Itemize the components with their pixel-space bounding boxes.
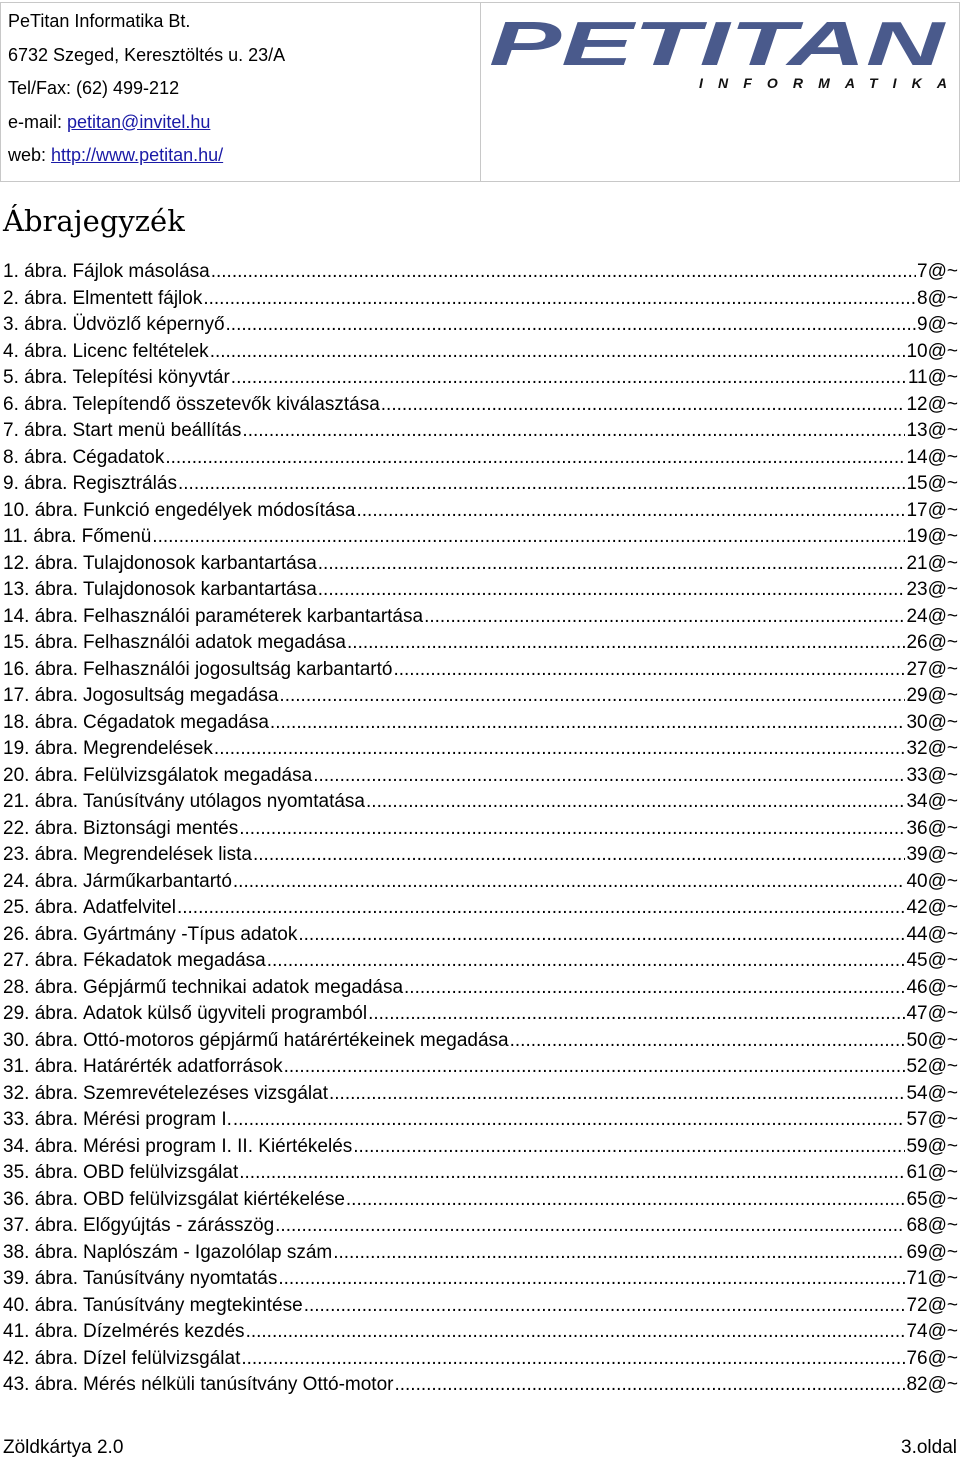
toc-entry[interactable] [3,1083,958,1110]
toc-entry-label: 35. ábra. [3,1162,78,1183]
toc-entry-label: 41. ábra. [3,1321,78,1342]
toc-entry-page: 21@~ [906,552,958,574]
toc-entry-page: 76@~ [906,1347,958,1369]
toc-entry-page: 10@~ [906,340,958,362]
toc-entry-page: 12@~ [906,393,958,415]
dot-leader [239,818,905,840]
toc-entry-title: Tulajdonosok karbantartása [83,552,317,574]
toc-entry-label: 37. ábra. [3,1215,78,1236]
toc-entry-page: 71@~ [906,1268,958,1289]
toc-entry-label: 10. ábra. [3,499,78,521]
dot-leader [267,950,906,972]
toc-entry-title: Cégadatok [72,446,165,468]
toc-entry[interactable] [3,712,958,739]
footer-product: Zöldkártya 2.0 [3,1437,124,1458]
company-name: PeTitan Informatika Bt. [8,11,191,31]
toc-entry-label: 32. ábra. [3,1082,78,1104]
toc-entry[interactable] [3,394,958,421]
toc-entry[interactable] [3,526,958,553]
toc-entry[interactable] [3,1189,958,1216]
dot-leader [241,1348,905,1370]
toc-entry-page: 42@~ [906,897,958,918]
dot-leader [353,1136,905,1158]
contact-block [1,3,481,181]
toc-entry-label: 18. ábra. [3,711,78,733]
toc-entry-title: Jogosultság megadása [83,685,279,706]
toc-entry-title: Felhasználói adatok megadása [83,632,347,653]
dot-leader [284,1056,906,1078]
dot-leader [239,1162,905,1184]
toc-entry-title: Gyártmány -Típus adatok [83,923,298,945]
toc-entry-page: 33@~ [906,764,958,786]
toc-entry-title: Járműkarbantartó [83,870,232,892]
toc-entry-page: 72@~ [906,1294,958,1316]
dot-leader [368,1003,905,1025]
dot-leader [347,632,905,654]
dot-leader [214,738,906,760]
toc-entry-page: 29@~ [906,685,958,706]
company-web-line [8,139,480,173]
toc-entry[interactable] [3,897,958,924]
company-email-line [8,106,480,140]
toc-entry-title: Regisztrálás [72,473,177,494]
dot-leader [313,765,905,787]
toc-entry-title: Felhasználói paraméterek karbantartása [83,605,424,627]
dot-leader [366,791,905,813]
toc-entry-title: Előgyújtás - zárásszög [83,1215,275,1236]
dot-leader [226,314,917,336]
company-phone: Tel/Fax: (62) 499-212 [8,78,180,98]
toc-entry-label: 26. ábra. [3,923,78,945]
toc-entry-page: 52@~ [906,1056,958,1077]
toc-entry-page: 69@~ [906,1241,958,1263]
toc-entry-page: 44@~ [906,923,958,945]
toc-entry-page: 14@~ [906,446,958,468]
toc-entry-title: Ottó-motoros gépjármű határértékeinek megadása [83,1029,509,1051]
toc-entry-label: 21. ábra. [3,791,78,812]
toc-entry-page: 47@~ [906,1003,958,1024]
toc-entry-title: Telepítési könyvtár [72,367,230,388]
toc-entry-label: 12. ábra. [3,552,78,574]
email-prefix: e-mail: [8,111,68,132]
toc-entry-label: 36. ábra. [3,1188,78,1210]
toc-entry-label: 17. ábra. [3,685,78,706]
toc-entry-label: 7. ábra. [3,420,68,441]
toc-entry-page: 39@~ [906,844,958,865]
toc-entry-label: 23. ábra. [3,844,78,865]
toc-entry[interactable] [3,924,958,951]
toc-entry-label: 39. ábra. [3,1268,78,1289]
toc-entry-page: 17@~ [906,499,958,521]
dot-leader [381,394,906,416]
toc-entry-title: Adatfelvitel [83,897,176,918]
letterhead [0,2,960,182]
toc-entry-label: 3. ábra. [3,314,68,335]
toc-entry-page: 32@~ [906,738,958,759]
toc-entry-title: Elmentett fájlok [72,287,203,309]
page-title: Ábrajegyzék [3,204,185,238]
toc-entry-label: 38. ábra. [3,1241,78,1263]
dot-leader [270,712,906,734]
dot-leader [242,420,905,442]
toc-entry-title: Biztonsági mentés [83,817,239,839]
toc-entry[interactable] [3,685,958,712]
toc-entry[interactable] [3,1374,958,1401]
dot-leader [346,1189,906,1211]
dot-leader [298,924,905,946]
toc-entry-label: 15. ábra. [3,632,78,653]
toc-entry[interactable] [3,500,958,527]
toc-entry-page: 26@~ [906,632,958,653]
dot-leader [278,1268,905,1290]
toc-entry[interactable] [3,367,958,394]
logo-cell [481,3,959,181]
toc-entry[interactable] [3,261,958,288]
toc-entry[interactable] [3,791,958,818]
toc-entry-label: 4. ábra. [3,340,68,362]
toc-entry-page: 82@~ [906,1374,958,1395]
toc-entry-page: 40@~ [906,870,958,892]
petitan-logo [489,13,949,93]
toc-entry[interactable] [3,1162,958,1189]
toc-entry-page: 46@~ [906,976,958,998]
toc-entry-title: Felhasználói jogosultság karbantartó [83,658,393,680]
toc-entry-title: OBD felülvizsgálat kiértékelése [83,1188,345,1210]
toc-entry-label: 11. ábra. [3,526,77,547]
toc-entry-title: OBD felülvizsgálat [83,1162,239,1183]
toc-entry[interactable] [3,1003,958,1030]
web-link[interactable]: http://www.petitan.hu/ [51,145,224,165]
toc-entry-title: Adatok külső ügyviteli programból [83,1003,368,1024]
toc-entry-label: 43. ábra. [3,1374,78,1395]
toc-entry-title: Tanúsítvány megtekintése [83,1294,303,1316]
toc-entry[interactable] [3,1136,958,1163]
toc-entry-label: 8. ábra. [3,446,68,468]
dot-leader [152,526,905,548]
toc-entry-page: 15@~ [906,473,958,494]
toc-entry-page: 54@~ [906,1082,958,1104]
toc-entry[interactable] [3,1056,958,1083]
toc-entry-page: 74@~ [906,1321,958,1342]
toc-entry-label: 20. ábra. [3,764,78,786]
toc-entry-label: 16. ábra. [3,658,78,680]
toc-entry-page: 11@~ [907,367,958,388]
toc-entry-label: 34. ábra. [3,1135,78,1157]
toc-entry[interactable] [3,606,958,633]
toc-entry-page: 36@~ [906,817,958,839]
toc-entry-title: Megrendelések lista [83,844,252,865]
toc-entry-title: Felülvizsgálatok megadása [83,764,313,786]
toc-entry-label: 33. ábra. [3,1109,78,1130]
toc-entry-title: Megrendelések [83,738,213,759]
dot-leader [275,1215,905,1237]
dot-leader [178,473,905,495]
toc-entry[interactable] [3,1268,958,1295]
toc-entry-title: Tulajdonosok karbantartása [83,579,317,600]
dot-leader [279,685,905,707]
dot-leader [233,871,906,893]
toc-entry-label: 30. ábra. [3,1029,78,1051]
toc-entry[interactable] [3,1030,958,1057]
toc-entry-label: 22. ábra. [3,817,78,839]
email-link[interactable]: petitan@invitel.hu [67,111,211,132]
dot-leader [394,1374,905,1396]
toc-entry-page: 8@~ [917,287,958,309]
toc-entry-page: 13@~ [906,420,958,441]
toc-entry-page: 57@~ [906,1109,958,1130]
toc-entry-page: 30@~ [906,711,958,733]
toc-entry[interactable] [3,420,958,447]
toc-entry-page: 50@~ [906,1029,958,1051]
toc-entry-title: Cégadatok megadása [83,711,269,733]
toc-entry-title: Funkció engedélyek módosítása [83,499,356,521]
dot-leader [357,500,906,522]
toc-entry-label: 6. ábra. [3,393,68,415]
toc-entry-title: Telepítendő összetevők kiválasztása [72,393,380,415]
toc-entry[interactable] [3,818,958,845]
toc-entry-page: 9@~ [917,314,958,335]
toc-entry-label: 1. ábra. [3,261,68,282]
toc-entry[interactable] [3,844,958,871]
dot-leader [231,367,907,389]
toc-entry-title: Tanúsítvány utólagos nyomtatása [83,791,366,812]
toc-entry[interactable] [3,579,958,606]
toc-entry-label: 31. ábra. [3,1056,78,1077]
dot-leader [318,579,906,601]
toc-entry-page: 68@~ [906,1215,958,1236]
toc-entry[interactable] [3,1321,958,1348]
dot-leader [203,288,916,310]
toc-entry[interactable] [3,1242,958,1269]
dot-leader [210,341,906,363]
toc-entry-title: Fájlok másolása [72,261,210,282]
dot-leader [318,553,906,575]
toc-entry-label: 13. ábra. [3,579,78,600]
toc-entry-title: Határérték adatforrások [83,1056,283,1077]
dot-leader [510,1030,906,1052]
toc-entry-title: Dízelmérés kezdés [83,1321,245,1342]
toc-entry-title: Fékadatok megadása [83,950,266,971]
toc-entry[interactable] [3,288,958,315]
toc-entry-title: Gépjármű technikai adatok megadása [83,976,404,998]
toc-entry[interactable] [3,738,958,765]
toc-entry-page: 24@~ [906,605,958,627]
toc-entry-title: Mérési program I. [83,1109,232,1130]
toc-entry-label: 14. ábra. [3,605,78,627]
toc-entry-label: 27. ábra. [3,950,78,971]
footer-page-number: 3.oldal [901,1437,957,1458]
dot-leader [177,897,906,919]
toc-entry-label: 24. ábra. [3,870,78,892]
dot-leader [424,606,905,628]
toc-entry-title: Mérési program I. II. Kiértékelés [83,1135,353,1157]
toc-entry[interactable] [3,950,958,977]
toc-entry[interactable] [3,659,958,686]
toc-entry-label: 2. ábra. [3,287,68,309]
toc-entry-title: Dízel felülvizsgálat [83,1347,241,1369]
toc-entry[interactable] [3,1109,958,1136]
toc-entry-page: 23@~ [906,579,958,600]
toc-entry-page: 19@~ [906,526,958,547]
toc-entry-label: 28. ábra. [3,976,78,998]
toc-entry-title: Főmenü [81,526,152,547]
dot-leader [211,261,916,283]
toc-entry[interactable] [3,977,958,1004]
toc-entry[interactable] [3,765,958,792]
toc-entry[interactable] [3,1295,958,1322]
toc-entry-label: 29. ábra. [3,1003,78,1024]
dot-leader [246,1321,906,1343]
web-prefix: web: [8,145,52,165]
toc-entry-page: 61@~ [906,1162,958,1183]
toc-entry-label: 40. ábra. [3,1294,78,1316]
toc-entry-label: 5. ábra. [3,367,68,388]
toc-entry[interactable] [3,632,958,659]
dot-leader [393,659,905,681]
toc-entry[interactable] [3,473,958,500]
toc-entry[interactable] [3,1348,958,1375]
toc-entry-title: Szemrevételezéses vizsgálat [83,1082,328,1104]
toc-entry-page: 59@~ [906,1135,958,1157]
toc-entry[interactable] [3,1215,958,1242]
toc-entry[interactable] [3,447,958,474]
dot-leader [333,1242,905,1264]
dot-leader [304,1295,906,1317]
dot-leader [404,977,905,999]
toc-entry-label: 25. ábra. [3,897,78,918]
toc-entry[interactable] [3,871,958,898]
toc-entry-page: 45@~ [906,950,958,971]
svg-text:PETITAN: PETITAN [489,13,947,79]
dot-leader [329,1083,905,1105]
toc-entry-page: 65@~ [906,1188,958,1210]
toc-entry-label: 19. ábra. [3,738,78,759]
toc-entry-title: Tanúsítvány nyomtatás [83,1268,278,1289]
toc-entry-title: Start menü beállítás [72,420,242,441]
toc-entry-title: Üdvözlő képernyő [72,314,225,335]
toc-entry-page: 27@~ [906,658,958,680]
toc-entry-page: 7@~ [917,261,958,282]
toc-entry-title: Mérés nélküli tanúsítvány Ottó-motor [83,1374,394,1395]
svg-text:INFORMATIKA: INFORMATIKA [699,75,947,91]
toc-entry[interactable] [3,314,958,341]
toc-entry-label: 42. ábra. [3,1347,78,1369]
dot-leader [253,844,905,866]
toc-entry[interactable] [3,341,958,368]
figure-list [3,261,958,1401]
toc-entry-page: 34@~ [906,791,958,812]
dot-leader [165,447,905,469]
toc-entry-title: Licenc feltételek [72,340,209,362]
company-address: 6732 Szeged, Keresztöltés u. 23/A [8,44,286,65]
toc-entry-title: Naplószám - Igazolólap szám [83,1241,333,1263]
toc-entry[interactable] [3,553,958,580]
toc-entry-label: 9. ábra. [3,473,68,494]
dot-leader [233,1109,906,1131]
